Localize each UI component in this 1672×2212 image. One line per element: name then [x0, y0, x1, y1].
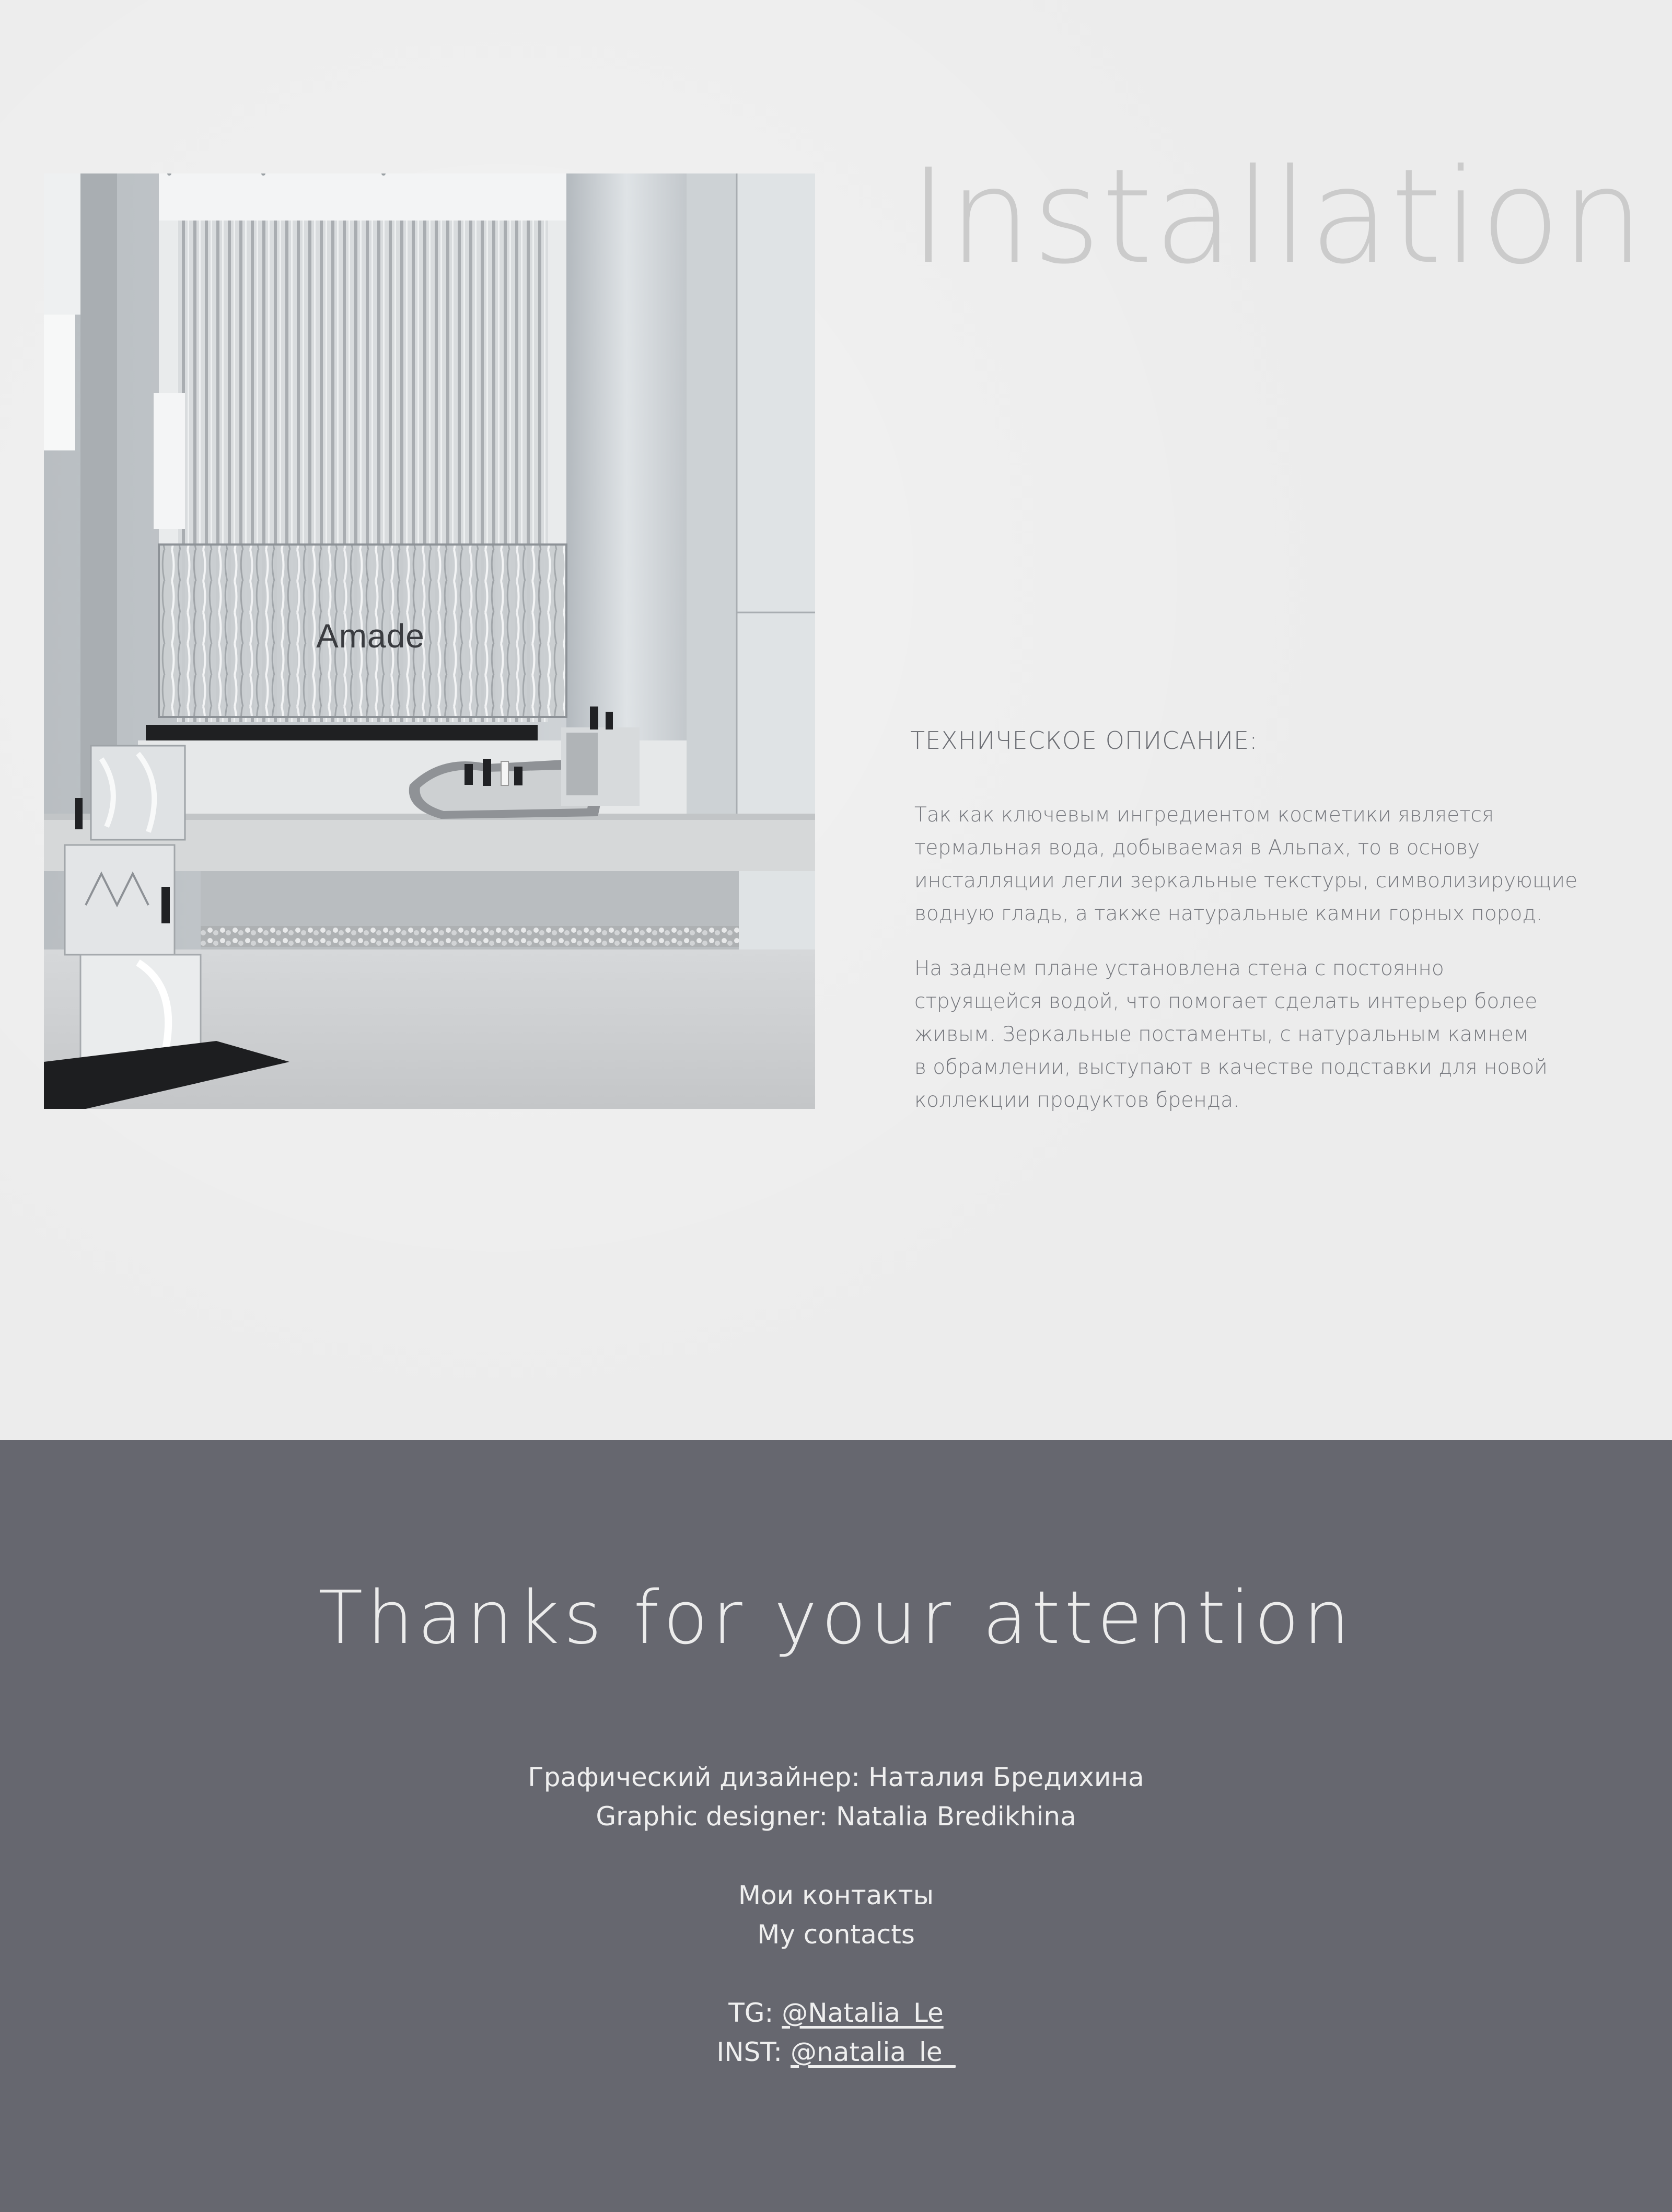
- telegram-contact: [0, 1998, 1672, 2028]
- instagram-link[interactable]: @natalia_le_: [791, 2037, 956, 2067]
- paragraph-line: термальная вода, добываемая в Альпах, то в основу: [914, 836, 1480, 860]
- paragraph-line: На заднем плане установлена стена с постоянно: [914, 957, 1444, 980]
- paragraph-line: Так как ключевым ингредиентом косметики является: [914, 803, 1494, 827]
- telegram-label: TG:: [728, 1998, 782, 2028]
- paragraph-line: живым. Зеркальные постаменты, с натуральным камнем: [914, 1023, 1529, 1046]
- brand-sign-text: Amade: [316, 617, 425, 655]
- paragraph-line: коллекции продуктов бренда.: [914, 1088, 1240, 1112]
- designer-credit-en: Graphic designer: Natalia Bredikhina: [596, 1801, 1076, 1832]
- installation-render-image: [44, 173, 815, 1109]
- paragraph-line: струящейся водой, что помогает сделать интерьер более: [914, 990, 1538, 1013]
- contacts-heading-en: My contacts: [757, 1919, 915, 1950]
- instagram-label: INST:: [716, 2037, 791, 2067]
- contacts-heading-ru: Мои контакты: [738, 1880, 934, 1910]
- instagram-contact: [0, 2037, 1672, 2067]
- thanks-heading: Thanks for your attention: [318, 1576, 1354, 1661]
- description-paragraph: [914, 798, 1615, 930]
- paragraph-line: инсталляции легли зеркальные текстуры, символизирующие: [914, 869, 1578, 893]
- paragraph-line: в обрамлении, выступают в качестве подставки для новой: [914, 1056, 1548, 1079]
- designer-credit-ru: Графический дизайнер: Наталия Бредихина: [528, 1762, 1144, 1792]
- section-heading: ТЕХНИЧЕСКОЕ ОПИСАНИЕ:: [910, 726, 1258, 755]
- page-title: Installation: [909, 141, 1645, 293]
- paragraph-line: водную гладь, а также натуральные камни горных пород.: [914, 902, 1543, 925]
- description-paragraph: [914, 952, 1615, 1117]
- telegram-link[interactable]: @Natalia_Le: [782, 1998, 944, 2028]
